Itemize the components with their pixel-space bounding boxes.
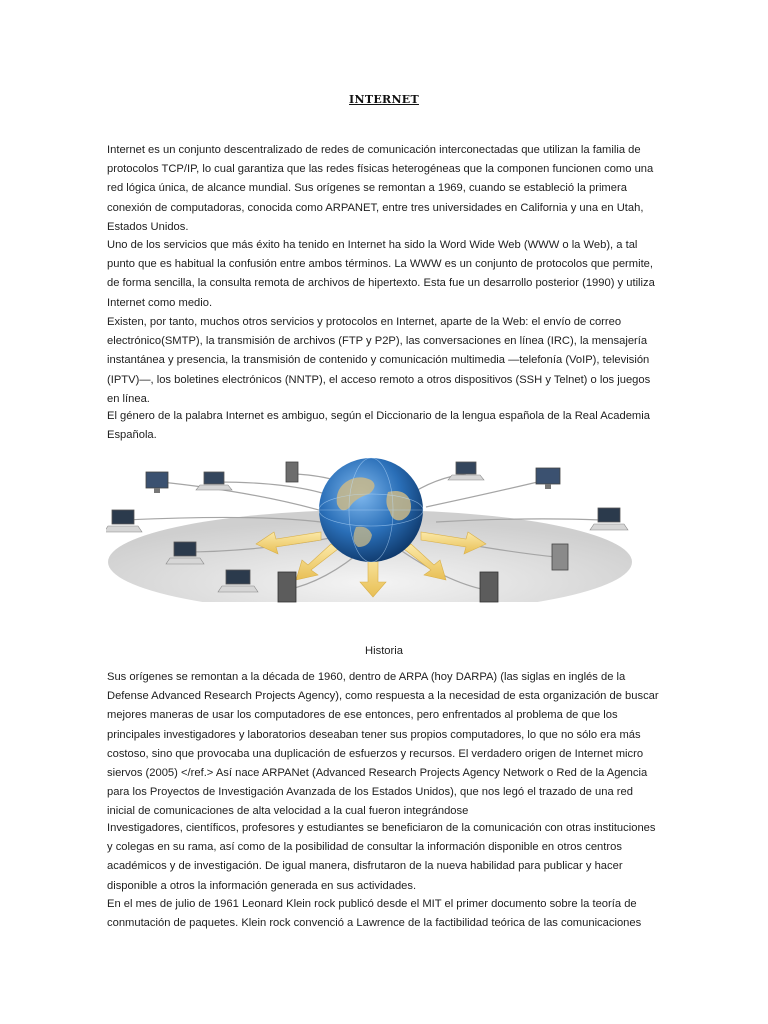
history-paragraph-origins: Sus orígenes se remontan a la década de 1960, dentro de ARPA (hoy DARPA) (las siglas en inglés de la Defense Advanced Research Projects Agency), como respuesta a la necesidad de esta organización de buscar mejores maneras de usar los computadores de ese entonces, pero enfrentados al problema de que los principales investigadores y laboratorios deseaban tener sus propios computadores, lo que no sólo era más costoso, sino que provocaba una duplicación de esfuerzos y recursos. El verdadero origen de Internet micro siervos (2005) </ref.> Así nace ARPANet (Advanced Research Projects Agency Network o Red de la Agencia para los Proyectos de Investigación Avanzada de los Estados Unidos), que nos legó el trazado de una red inicial de comunicaciones de alta velocidad a la cual fueron integrándose xyxy=(107,671,659,818)
network-globe-illustration xyxy=(106,452,634,614)
history-paragraph-kleinrock: En el mes de julio de 1961 Leonard Klein rock publicó desde el MIT el primer documento sobre la teoría de conmutación de paquetes. Klein rock convenció a Lawrence de la factibilidad teórica de las comunicaciones xyxy=(107,898,642,930)
gender-paragraph: El género de la palabra Internet es ambiguo, según el Diccionario de la lengua española de la Real Academia Española. xyxy=(107,410,650,442)
document-title: INTERNET xyxy=(349,93,419,106)
intro-paragraph: Internet es un conjunto descentralizado de redes de comunicación interconectadas que utilizan la familia de protocolos TCP/IP, lo cual garantiza que las redes físicas heterogéneas que la componen funcionen como una red lógica única, de alcance mundial. Sus orígenes se remontan a 1969, cuando se estableció la primera conexión de computadoras, conocida como ARPANET, entre tres universidades en California y una en Utah, Estados Unidos. xyxy=(107,144,654,233)
history-paragraph-researchers: Investigadores, científicos, profesores y estudiantes se beneficiaron de la comunicación con otras instituciones y colegas en su rama, así como de la posibilidad de consultar la información disponible en otros centros académicos y de investigación. De igual manera, disfrutaron de la nueva habilidad para publicar y hacer disponible a otros la información generada en sus actividades. xyxy=(107,822,656,892)
section-heading-historia: Historia xyxy=(365,645,403,657)
services-paragraph: Existen, por tanto, muchos otros servicios y protocolos en Internet, aparte de la Web: el envío de correo electrónico(SMTP), la transmisión de archivos (FTP y P2P), las conversaciones en línea (IRC), la mensajería instantánea y presencia, la transmisión de contenido y comunicación multimedia —telefonía (VoIP), televisión (IPTV)—, los boletines electrónicos (NNTP), el acceso remoto a otros dispositivos (SSH y Telnet) o los juegos en línea. xyxy=(107,316,651,405)
www-paragraph: Uno de los servicios que más éxito ha tenido en Internet ha sido la Word Wide Web (WWW o la Web), a tal punto que es habitual la confusión entre ambos términos. La WWW es un conjunto de protocolos que permite, de forma sencilla, la consulta remota de archivos de hipertexto. Esta fue un desarrollo posterior (1990) y utiliza Internet como medio. xyxy=(107,239,655,309)
